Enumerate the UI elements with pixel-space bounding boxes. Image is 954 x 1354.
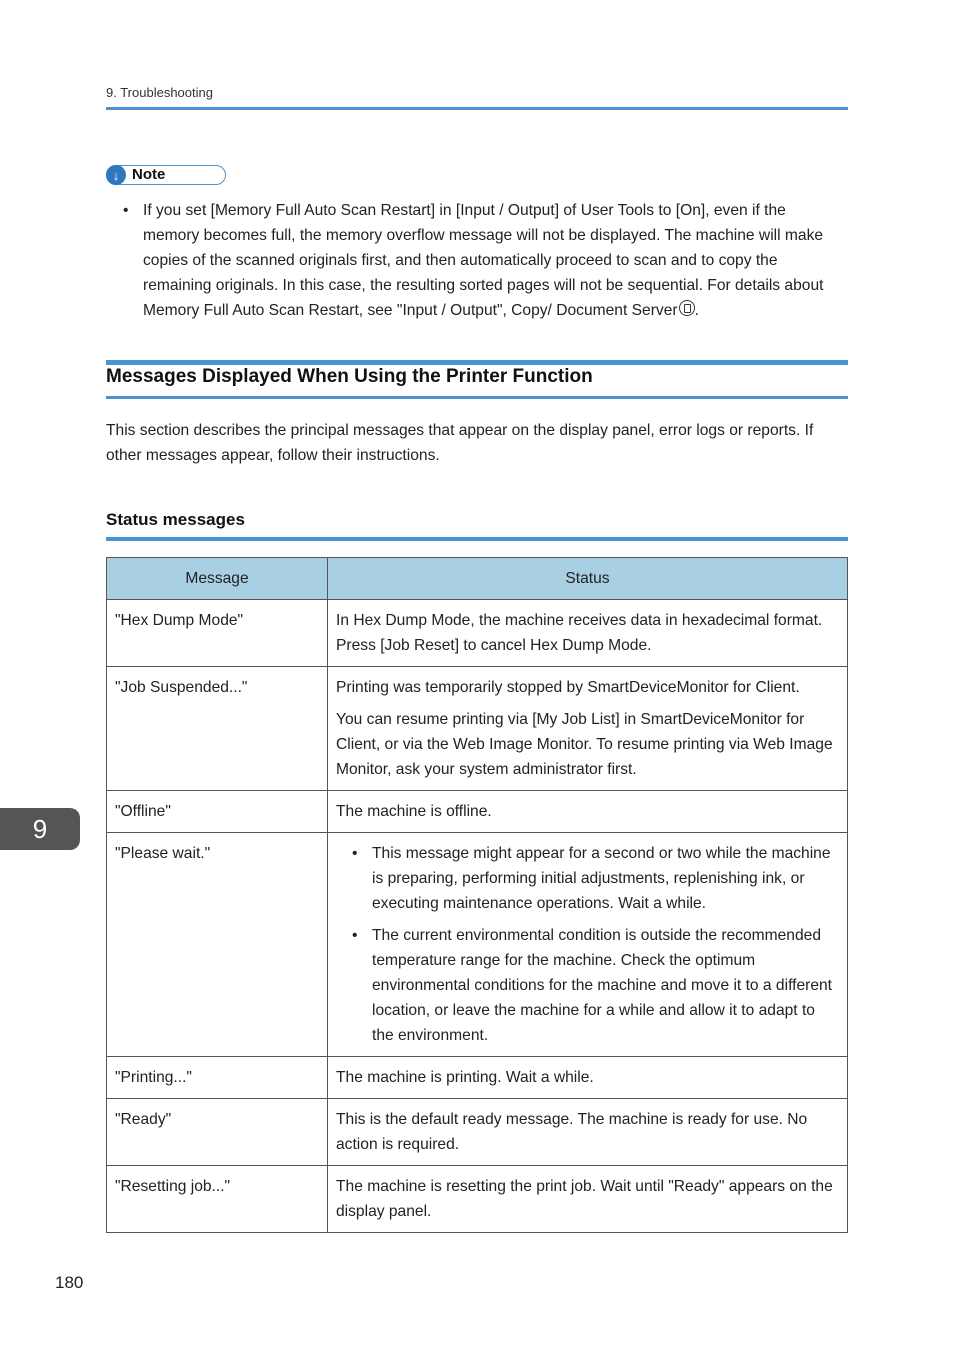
status-text: The machine is printing. Wait a while. [336,1069,594,1086]
note-bullet: • [123,202,129,219]
status-text: This is the default ready message. The machine is ready for use. No action is required. [336,1111,808,1153]
table-row [107,791,848,833]
message-cell: "Job Suspended..." [107,667,328,791]
status-text: The machine is offline. [336,803,492,820]
message-cell: "Resetting job..." [107,1166,328,1233]
section-intro: This section describes the principal messages that appear on the display panel, error logs or reports. If other messages appear, follow their instructions. [106,422,814,464]
status-cell [328,600,848,667]
note-body: If you set [Memory Full Auto Scan Restart] in [Input / Output] of User Tools to [On], even if the memory becomes full, the memory overflow message will not be displayed. The machine will make copies of the scanned originals first, and then automatically proceed to scan and to copy the remaining originals. In this case, the resulting sorted pages will not be sequential. For details about Memory Full Auto Scan Restart, see "Input / Output", Copy/ Document Server [143,202,824,319]
down-arrow-icon: ↓ [106,165,126,185]
table-header-row [107,558,848,600]
note-list [123,198,845,323]
header-status: Status [328,558,848,600]
note-end: . [694,302,699,319]
table-row [107,600,848,667]
message-cell: "Ready" [107,1099,328,1166]
status-messages-title: Status messages [106,510,245,529]
running-head: 9. Troubleshooting [106,85,213,100]
table-row [107,833,848,1057]
section-title: Messages Displayed When Using the Printer Function [106,366,593,387]
chapter-tab: 9 [0,808,80,850]
status-text: In Hex Dump Mode, the machine receives data in hexadecimal format. Press [Job Reset] to cancel Hex Dump Mode. [336,612,823,654]
page-number: 180 [55,1273,84,1292]
status-text: The machine is resetting the print job. Wait until "Ready" appears on the display panel. [336,1178,833,1220]
message-cell: "Offline" [107,791,328,833]
server-disc-icon [679,300,695,316]
note-label: Note [132,166,166,183]
status-bullet-list [336,841,839,1048]
status-cell [328,1099,848,1166]
status-cell [328,1166,848,1233]
section-bottom-rule [106,396,848,399]
table-row [107,1099,848,1166]
message-cell: "Please wait." [107,833,328,1057]
table-row [107,1166,848,1233]
status-cell [328,833,848,1057]
status-cell [328,1057,848,1099]
status-bullet: • The current environmental condition is outside the recommended temperature range for the machine. Check the optimum environmental conditions for the machine and move it to a different location, or leave the machine for a while and allow it to adapt to the environment. [372,923,839,1048]
status-bullet: • This message might appear for a second or two while the machine is preparing, performing initial adjustments, replenishing ink, or executing maintenance operations. Wait a while. [372,841,839,916]
table-row [107,1057,848,1099]
status-cell [328,667,848,791]
note-badge [106,165,226,185]
header-rule [106,107,848,110]
message-cell: "Hex Dump Mode" [107,600,328,667]
message-cell: "Printing..." [107,1057,328,1099]
status-cell [328,791,848,833]
status-text: You can resume printing via [My Job List] in SmartDeviceMonitor for Client, or via the Web Image Monitor. To resume printing via Web Image Monitor, ask your system administrator first. [336,711,833,778]
header-message: Message [107,558,328,600]
table-row [107,667,848,791]
status-text: Printing was temporarily stopped by SmartDeviceMonitor for Client. [336,679,800,696]
note-text [143,198,845,323]
status-messages-rule [106,537,848,541]
status-messages-table [106,557,848,1233]
section-top-rule [106,360,848,365]
